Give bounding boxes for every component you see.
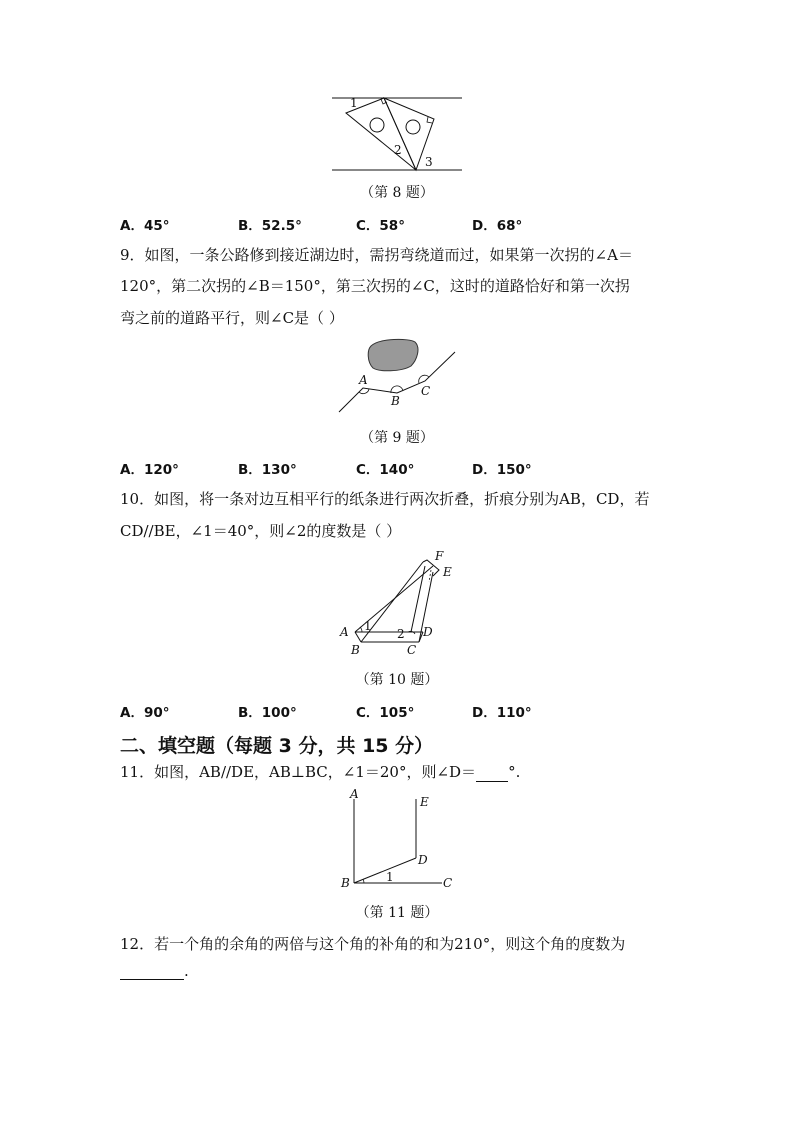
q8-right-circle: [406, 120, 420, 134]
q10-label-2: 2: [397, 627, 405, 641]
section-2-heading: 二、填空题（每题 3 分，共 15 分）: [120, 735, 434, 757]
q9-lake: [368, 339, 418, 370]
q10-option-d[interactable]: D．110°: [472, 705, 532, 721]
q10-option-b[interactable]: B．100°: [238, 705, 297, 721]
q10-line-ab: [355, 632, 361, 642]
q9-option-b[interactable]: B．130°: [238, 462, 297, 478]
q12-answer-blank[interactable]: [120, 963, 184, 980]
q8-caption: （第 8 题）: [360, 185, 434, 201]
q8-label-1: 1: [350, 96, 358, 110]
q10-label-a: A: [340, 625, 349, 639]
q11-label-1: 1: [386, 870, 394, 884]
q12-text-after: .: [184, 962, 189, 980]
q11-text-before: 11．如图，AB//DE，AB⊥BC，∠1＝20°，则∠D＝: [120, 763, 477, 781]
q9-option-a[interactable]: A．120°: [120, 462, 179, 478]
q9-angle-a-mark: [359, 389, 369, 394]
q11-figure: [338, 785, 462, 895]
q10-option-c[interactable]: C．105°: [356, 705, 415, 721]
q8-left-circle: [370, 118, 384, 132]
q10-label-d: D: [423, 625, 433, 639]
q11-label-c: C: [443, 876, 453, 890]
q9-label-c: C: [421, 384, 431, 398]
q9-option-d[interactable]: D．150°: [472, 462, 532, 478]
q8-option-b[interactable]: B．52.5°: [238, 218, 302, 234]
q9-text-line-2: 120°，第二次拐的∠B＝150°，第三次拐的∠C，这时的道路恰好和第一次拐: [120, 277, 630, 295]
q9-text-line-3: 弯之前的道路平行，则∠C是（ ）: [120, 309, 344, 327]
q11-label-d: D: [418, 853, 428, 867]
q11-label-b: B: [341, 876, 350, 890]
q10-label-e: E: [443, 565, 452, 579]
q11-label-a: A: [350, 787, 359, 801]
q10-dashed-fold: [429, 570, 431, 582]
q8-option-d[interactable]: D．68°: [472, 218, 523, 234]
q9-label-a: A: [359, 373, 368, 387]
q11-angle-1-mark: [363, 879, 364, 883]
q11-caption: （第 11 题）: [355, 905, 439, 921]
q8-label-2: 2: [394, 143, 402, 157]
q11-text-line: [120, 761, 520, 782]
q10-caption: （第 10 题）: [355, 672, 439, 688]
q11-label-e: E: [420, 795, 429, 809]
q10-text-line-2: CD//BE，∠1＝40°，则∠2的度数是（ ）: [120, 522, 402, 540]
q10-option-a[interactable]: A．90°: [120, 705, 170, 721]
q10-label-b: B: [351, 643, 360, 657]
q8-figure: [330, 92, 470, 174]
q9-option-c[interactable]: C．140°: [356, 462, 415, 478]
q8-option-a[interactable]: A．45°: [120, 218, 170, 234]
q12-text-line-2: [120, 962, 189, 980]
q8-label-3: 3: [425, 155, 433, 169]
q11-answer-blank[interactable]: [476, 765, 508, 782]
q10-figure: [335, 548, 465, 658]
q9-caption: （第 9 题）: [360, 430, 434, 446]
q10-angle-1-mark: [360, 627, 362, 632]
q10-label-1: 1: [364, 619, 372, 633]
q10-label-c: C: [407, 643, 417, 657]
q8-option-c[interactable]: C．58°: [356, 218, 405, 234]
q9-figure: [335, 336, 463, 416]
q10-text-line-1: 10．如图，将一条对边互相平行的纸条进行两次折叠，折痕分别为AB，CD，若: [120, 490, 650, 508]
q9-label-b: B: [391, 394, 400, 408]
q10-label-f: F: [435, 549, 444, 563]
q11-text-after: °.: [508, 763, 521, 781]
q9-text-line-1: 9．如图，一条公路修到接近湖边时，需拐弯绕道而过，如果第一次拐的∠A＝: [120, 246, 633, 264]
q12-text-line-1: 12．若一个角的余角的两倍与这个角的补角的和为210°，则这个角的度数为: [120, 935, 626, 953]
